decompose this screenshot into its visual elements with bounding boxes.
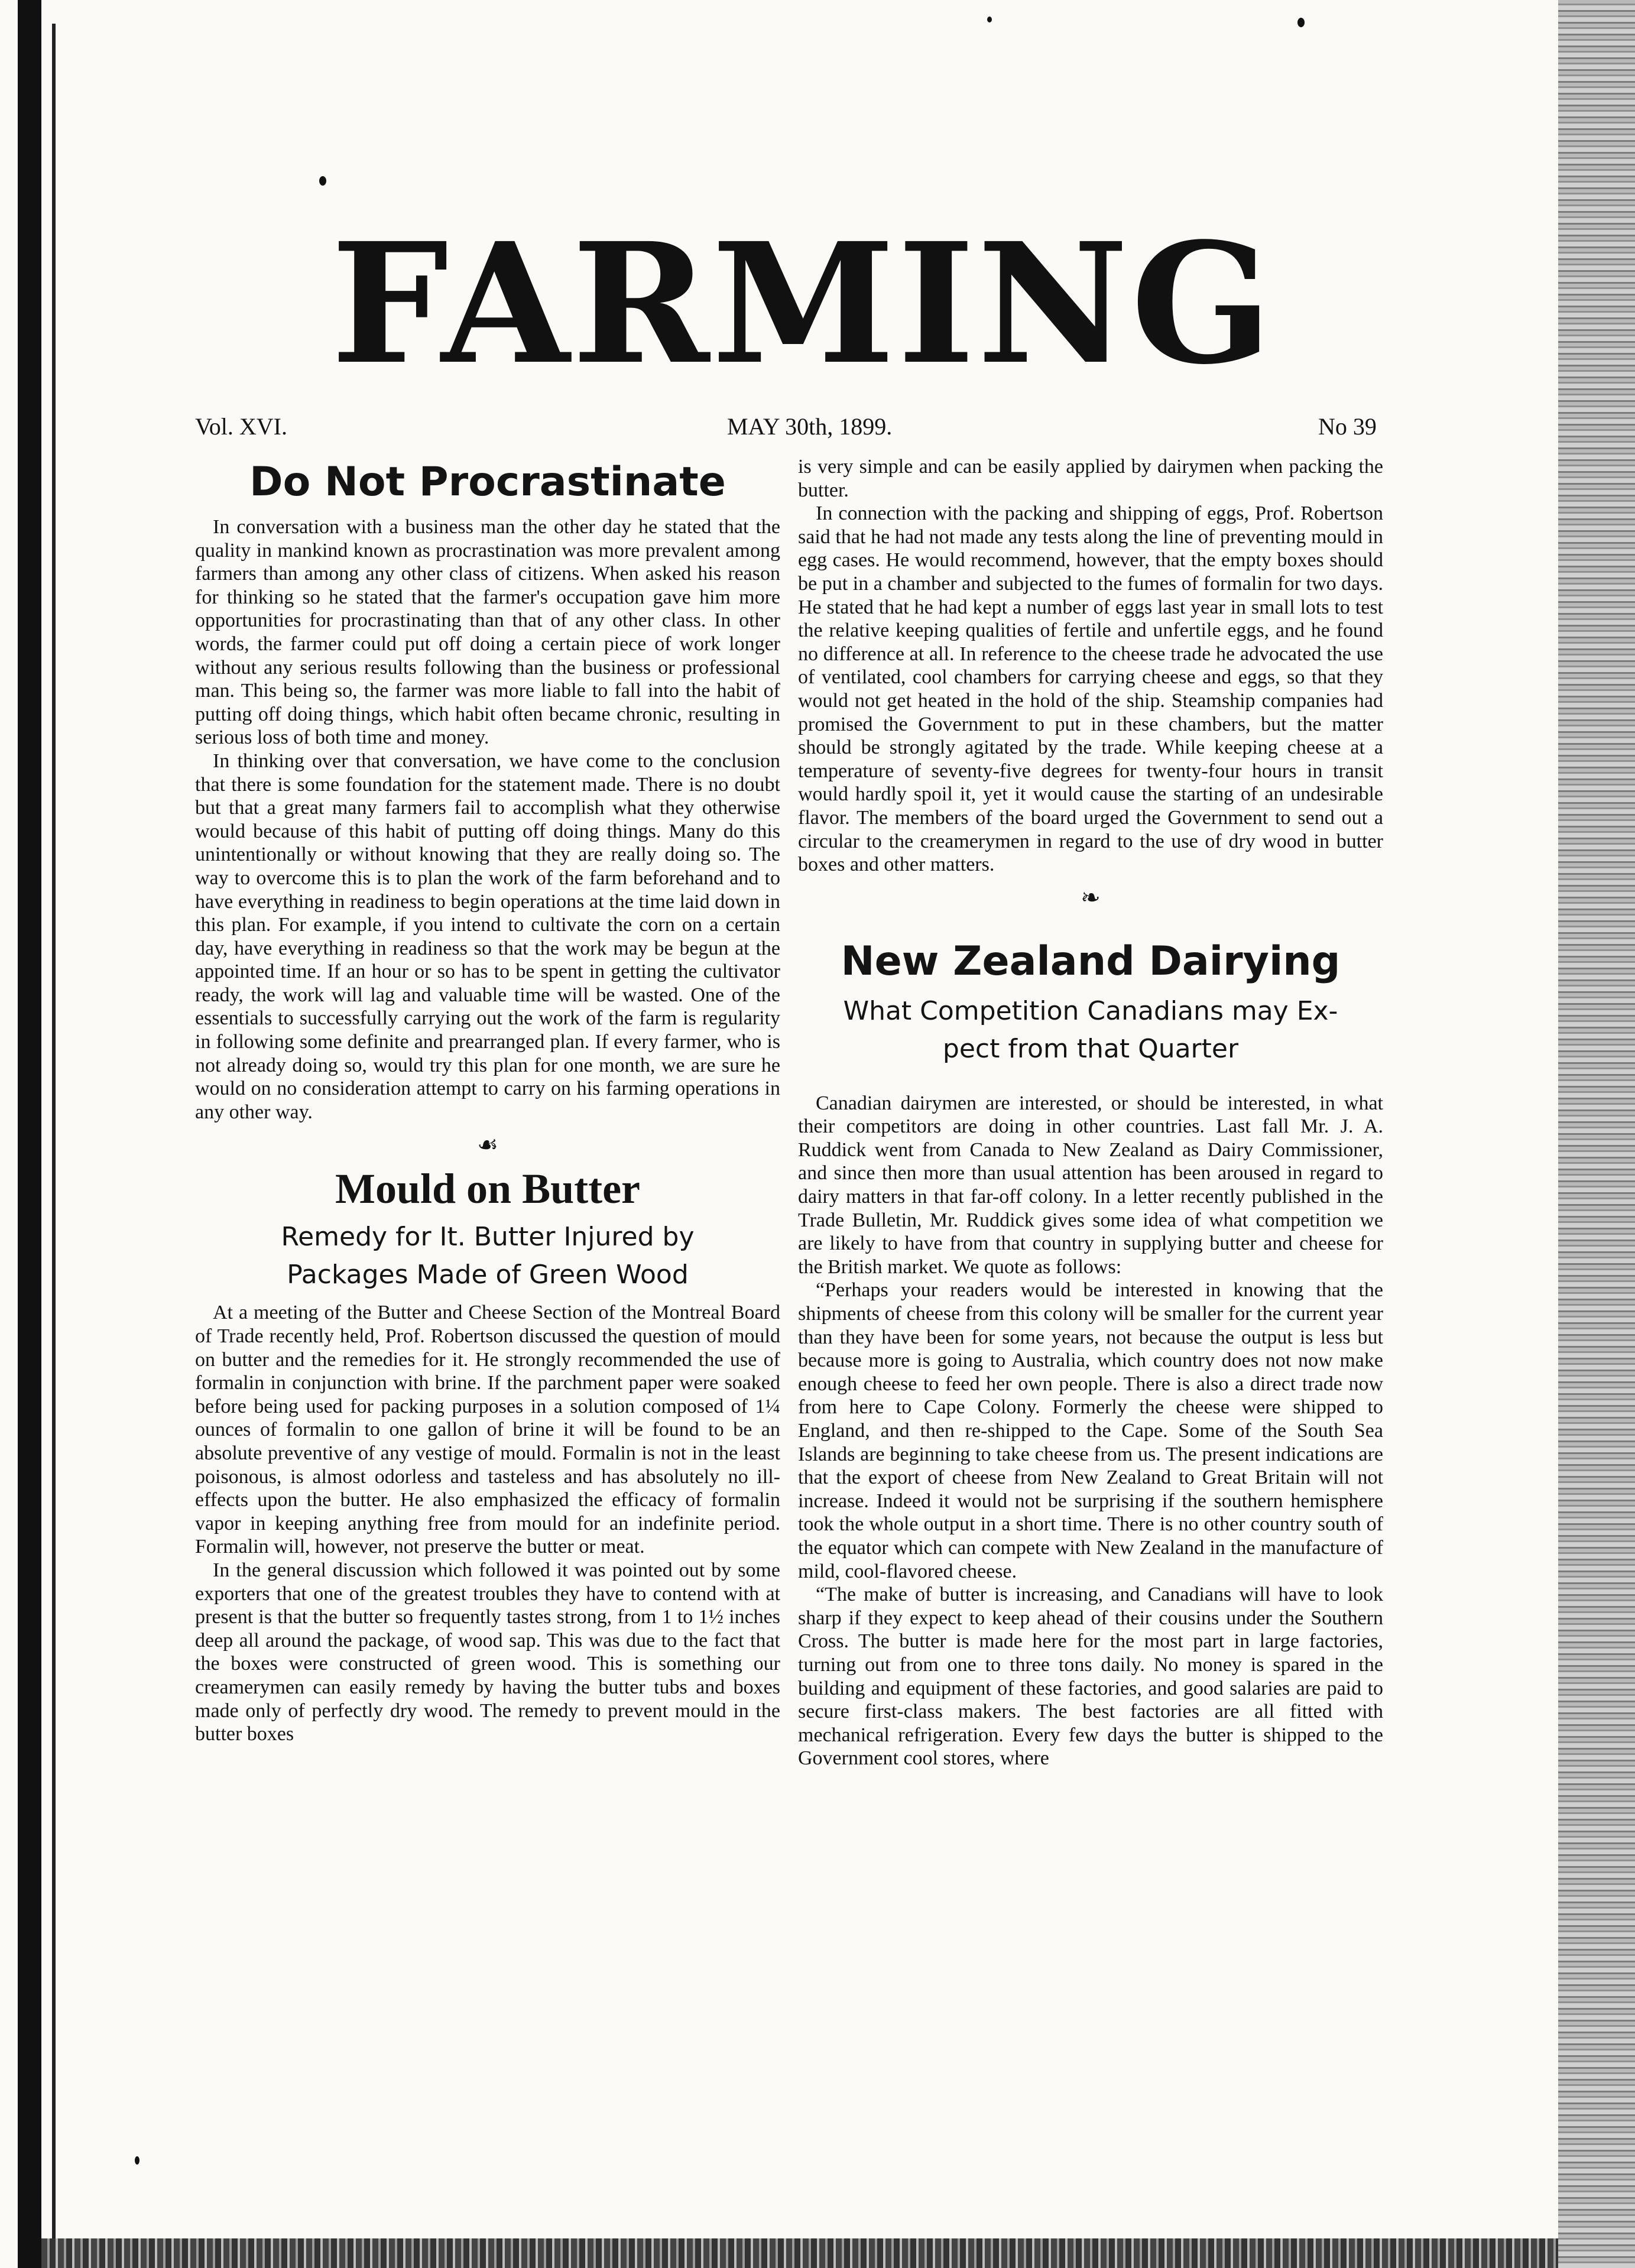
page-edge-left-dark	[18, 0, 41, 2268]
volume-label: Vol. XVI.	[195, 413, 287, 440]
issue-date: MAY 30th, 1899.	[727, 413, 893, 440]
page-edge-bottom-scan	[41, 2238, 1558, 2268]
article-heading-procrastinate: Do Not Procrastinate	[249, 459, 726, 505]
paragraph: At a meeting of the Butter and Cheese Section of the Montreal Board of Trade recently held, Prof. Robertson discussed the question of mould on butter and the remedies for it. He strongly recommended the use of formalin in conjunction with brine. If the parchment paper were soaked before being used for packing purposes in a solution composed of 1¼ ounces of formalin to one gallon of brine it will be found to be an absolute preventive of any vestige of mould. Formalin is not in the least poisonous, is almost odorless and tasteless and has absolutely no ill-effects upon the butter. He also emphasized the efficacy of formalin vapor in keeping anything free from mould for an indefinite period. Formalin will, however, not preserve the butter or meat.	[195, 1302, 780, 1558]
paragraph: “The make of butter is increasing, and Canadians will have to look sharp if they expect to keep ahead of their cousins under the Southern Cross. The butter is made here for the most part in large factories, turning out from one to three tons daily. No money is spared in the building and equipment of these factories, and good salaries are paid to secure first-class makers. The best factories are all fitted with mechanical refrigeration. Every few days the butter is shipped to the Government cool stores, where	[798, 1584, 1383, 1770]
paragraph: In connection with the packing and shipping of eggs, Prof. Robertson said that he had not made any tests along the line of preventing mould in egg cases. He would recommend, however, that the empty boxes should be put in a chamber and subjected to the fumes of formalin for two days. He stated that he had kept a number of eggs last year in small lots to test the relative keeping qualities of fertile and unfertile eggs, and he found no difference at all. In reference to the cheese trade he advocated the use of ventilated, cool chambers for carrying cheese and eggs, so that they would not get heated in the hold of the ship. Steamship companies had promised the Government to put in these chambers, but the matter should be strongly agitated by the trade. While keeping cheese at a temperature of seventy-five degrees for twenty-four hours in transit would hardly spoil it, yet it would cause the starting of an undesirable flavor. The members of the board urged the Government to send out a circular to the creamerymen in regard to the use of dry wood in butter boxes and other matters.	[798, 502, 1383, 876]
left-column	[195, 455, 780, 1746]
paragraph: In thinking over that conversation, we have come to the conclusion that there is some foundation for the statement made. There is no doubt but that a great many farmers fail to accomplish what they otherwise would because of this habit of putting off doing things. Many do this unintentionally or without knowing that they are really doing so. The way to overcome this is to plan the work of the farm beforehand and to have everything in readiness to begin operations at the time laid down in this plan. For example, if you intend to cultivate the corn on a certain day, have everything in readiness so that the work may be begun at the appointed time. If an hour or so has to be spent in getting the cultivator ready, the work will lag and valuable time will be wasted. One of the essentials to successfully carrying out the work of the farm is regularity in following some definite and prearranged plan. If every farmer, who is not already doing so, would try this plan for one month, we are sure he would on no consideration attempt to carry on his farming operations in any other way.	[195, 749, 780, 1123]
ornament-icon: ☙	[477, 1131, 498, 1159]
article-heading-new-zealand: New Zealand Dairying	[841, 937, 1341, 985]
paragraph: is very simple and can be easily applied by dairymen when packing the butter.	[798, 456, 1383, 501]
ink-speck	[1297, 18, 1305, 27]
page-edge-right-scan	[1558, 0, 1635, 2268]
article-subheading: Packages Made of Green Wood	[287, 1260, 689, 1290]
paragraph: “Perhaps your readers would be interested in knowing that the shipments of cheese from this colony will be smaller for the current year than they have been for some years, not because the output is less but because more is going to Australia, which country does not now make enough cheese to feed her own people. There is also a direct trade now from here to Cape Colony. Formerly the cheese were shipped to England, and then re-shipped to the Cape. Some of the South Sea Islands are beginning to take cheese from us. The present indications are that the export of cheese from New Zealand to Great Britain will not increase. Indeed it would not be surprising if the southern hemisphere took the whole output in a short time. There is no other country south of the equator which can compete with New Zealand in the manufacture of mild, cool-flavored cheese.	[798, 1279, 1383, 1582]
article-heading-mould: Mould on Butter	[335, 1165, 641, 1213]
article-subheading: Remedy for It. Butter Injured by	[281, 1222, 695, 1253]
ink-speck	[135, 2156, 140, 2165]
article-subheading: pect from that Quarter	[942, 1033, 1239, 1064]
ink-speck	[987, 17, 992, 22]
issue-number: No 39	[1318, 413, 1377, 440]
right-column	[798, 455, 1383, 1770]
paragraph: Canadian dairymen are interested, or should be interested, in what their competitors are doing in other countries. Last fall Mr. J. A. Ruddick went from Canada to New Zealand as Dairy Commissioner, and since then more than usual attention has been aroused in regard to dairy matters in that far-off colony. In a letter recently published in the Trade Bulletin, Mr. Ruddick gives some idea of what competition we are likely to have from that country in supplying butter and cheese for the British market. We quote as follows:	[798, 1092, 1383, 1278]
ornament-icon: ❧	[1081, 884, 1101, 911]
ink-speck	[319, 176, 326, 186]
paragraph: In the general discussion which followed it was pointed out by some exporters that one of the greatest troubles they have to contend with at present is that the butter so frequently tastes strong, from 1 to 1½ inches deep all around the package, of wood sap. This was due to the fact that the boxes were constructed of green wood. This is something our creamerymen can easily remedy by having the butter tubs and boxes made only of perfectly dry wood. The remedy to prevent mould in the butter boxes	[195, 1559, 780, 1745]
masthead-title: FARMING	[331, 207, 1275, 401]
page-edge-left-rule	[52, 24, 56, 2246]
article-subheading: What Competition Canadians may Ex-	[843, 995, 1338, 1026]
paragraph: In conversation with a business man the other day he stated that the quality in mankind known as procrastination was more prevalent among farmers than among any other class of citizens. When asked his reason for thinking so he stated that the farmer's occupation gave him more opportunities for procrastinating than that of any other class. In other words, the farmer could put off doing a certain piece of work longer without any serious results following than the business or professional man. This being so, the farmer was more liable to fall into the habit of putting off doing things, which habit often became chronic, resulting in serious loss of both time and money.	[195, 516, 780, 749]
